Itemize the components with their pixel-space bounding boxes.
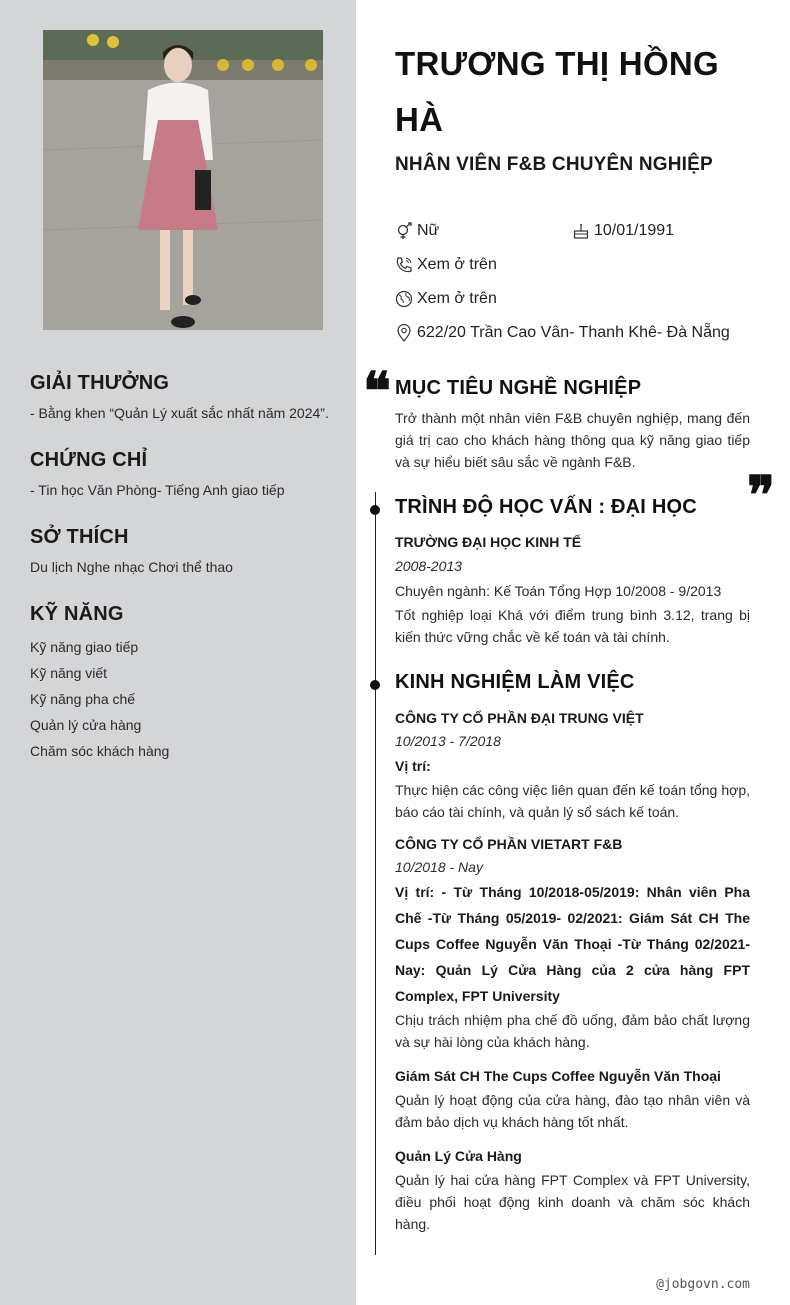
gender-info — [395, 222, 439, 240]
sidebar — [0, 0, 356, 1305]
phone-icon — [395, 256, 413, 274]
address-value: 622/20 Trần Cao Vân- Thanh Khê- Đà Nẵng — [417, 324, 730, 341]
awards-heading: GIẢI THƯỞNG — [30, 372, 170, 394]
website-value: Xem ở trên — [417, 290, 497, 307]
education-description: Tốt nghiệp loại Khá với điểm trung bình 3.12, trang bị kiến thức vững chắc về kế toán và tài chính. — [395, 607, 750, 645]
birthday-cake-icon — [572, 222, 590, 240]
skill-item: Quản lý cửa hàng — [30, 717, 142, 733]
timeline-line — [375, 492, 376, 1255]
birthday-value: 10/01/1991 — [594, 222, 675, 239]
objective-heading: MỤC TIÊU NGHỀ NGHIỆP — [395, 377, 642, 399]
certificates-section — [30, 449, 340, 500]
timeline-dot — [370, 505, 380, 515]
globe-icon — [395, 290, 413, 308]
website-info — [395, 290, 497, 308]
timeline-dot — [370, 680, 380, 690]
job2-description: Chịu trách nhiệm pha chế đồ uống, đảm bảo chất lượng và sự hài lòng của khách hàng. — [395, 1012, 750, 1050]
profile-photo — [43, 30, 323, 330]
role3-title: Quản Lý Cửa Hàng — [395, 1148, 522, 1164]
school-name: TRƯỜNG ĐẠI HỌC KINH TẾ — [395, 534, 582, 550]
objective-text: Trở thành một nhân viên F&B chuyên nghiệp, mang đến giá trị cao cho khách hàng thông qua kỹ năng giao tiếp và sự hiểu biết sâu sắc về ngành F&B. — [395, 410, 750, 470]
experience-heading: KINH NGHIỆM LÀM VIỆC — [395, 671, 635, 693]
candidate-name: TRƯƠNG THỊ HỒNG HÀ — [395, 45, 720, 138]
hobbies-section — [30, 526, 340, 577]
skills-heading: KỸ NĂNG — [30, 603, 124, 625]
address-info — [395, 324, 730, 342]
hobbies-text: Du lịch Nghe nhạc Chơi thể thao — [30, 559, 233, 575]
hobbies-heading: SỞ THÍCH — [30, 526, 129, 548]
skill-item: Chăm sóc khách hàng — [30, 743, 170, 759]
certificates-text: - Tin học Văn Phòng- Tiếng Anh giao tiếp — [30, 482, 285, 498]
education-years: 2008-2013 — [395, 558, 462, 574]
education-major: Chuyên ngành: Kế Toán Tổng Hợp 10/2008 - 9/2013 — [395, 583, 722, 599]
awards-text: - Bằng khen “Quản Lý xuất sắc nhất năm 2024”. — [30, 405, 329, 421]
role2-description: Quản lý hoạt động của cửa hàng, đào tạo nhân viên và đảm bảo dịch vụ khách hàng tốt nhất. — [395, 1092, 750, 1130]
job1-company: CÔNG TY CỔ PHẦN ĐẠI TRUNG VIỆT — [395, 710, 644, 726]
job2-period: 10/2018 - Nay — [395, 859, 483, 875]
role3-description: Quản lý hai cửa hàng FPT Complex và FPT University, điều phối hoạt động kinh doanh và chăm sóc khách hàng. — [395, 1172, 750, 1232]
awards-section — [30, 372, 340, 423]
job1-description: Thực hiện các công việc liên quan đến kế toán tổng hợp, báo cáo tài chính, và quản lý sổ sách kế toán. — [395, 782, 750, 820]
skills-section — [30, 603, 340, 764]
skill-item: Kỹ năng pha chế — [30, 691, 136, 707]
job-title: NHÂN VIÊN F&B CHUYÊN NGHIỆP — [395, 154, 713, 175]
gender-value: Nữ — [417, 222, 440, 239]
skill-item: Kỹ năng giao tiếp — [30, 639, 139, 655]
birthday-info — [572, 222, 674, 240]
job2-company: CÔNG TY CỔ PHẦN VIETART F&B — [395, 836, 623, 852]
job1-position: Vị trí: — [395, 758, 431, 774]
phone-info — [395, 256, 497, 274]
skill-item: Kỹ năng viết — [30, 665, 108, 681]
gender-icon — [395, 222, 413, 240]
job1-period: 10/2013 - 7/2018 — [395, 733, 501, 749]
quote-close-icon: ❞ — [747, 465, 775, 526]
footer-watermark: @jobgovn.com — [656, 1277, 750, 1292]
location-pin-icon — [395, 324, 413, 342]
quote-open-icon: ❝ — [363, 361, 391, 422]
job2-position: Vị trí: - Từ Tháng 10/2018-05/2019: Nhân viên Pha Chế -Từ Tháng 05/2019- 02/2021: Giám Sát CH The Cups Coffee Nguyễn Văn Thoại -Từ Tháng 02/2021- Nay: Quản Lý Cửa Hàng của 2 cửa hàng FPT Complex, FPT University — [395, 884, 750, 1004]
education-heading: TRÌNH ĐỘ HỌC VẤN : ĐẠI HỌC — [395, 496, 697, 518]
certificates-heading: CHỨNG CHỈ — [30, 449, 148, 471]
phone-value: Xem ở trên — [417, 256, 497, 273]
role2-title: Giám Sát CH The Cups Coffee Nguyễn Văn Thoại — [395, 1068, 721, 1084]
